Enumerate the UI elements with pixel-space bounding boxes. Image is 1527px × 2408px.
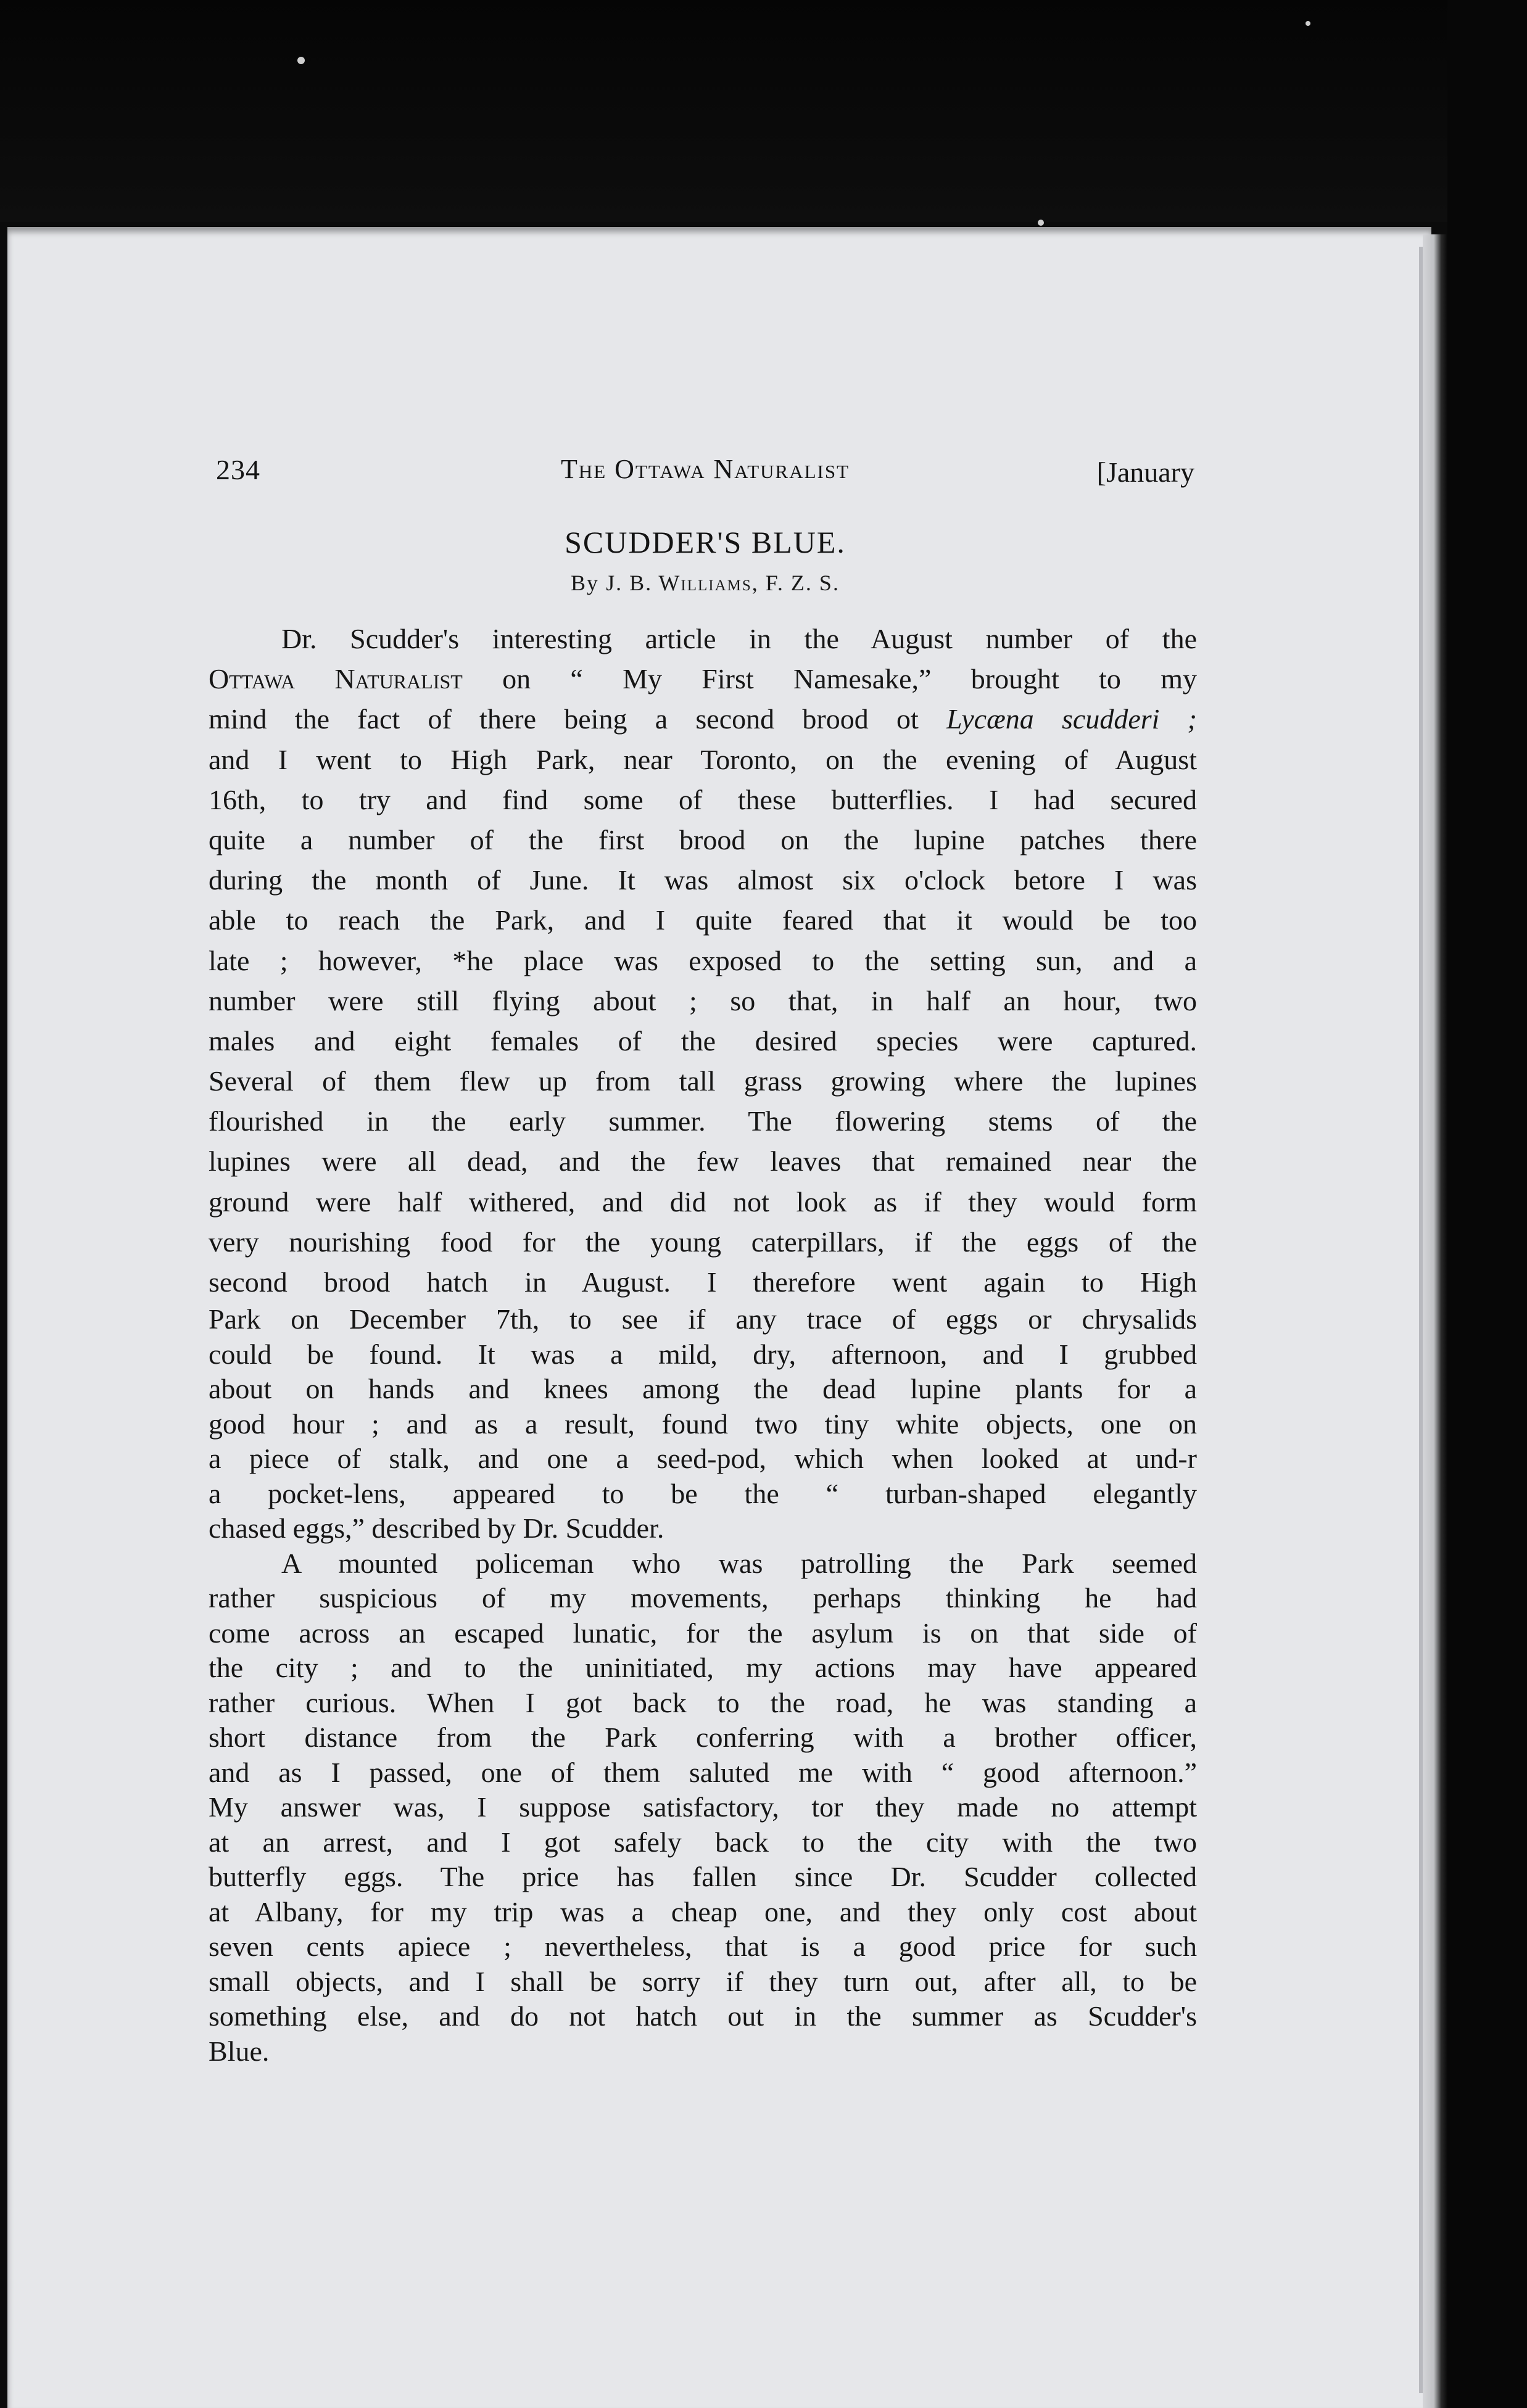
text-segment: able to reach the Park, and I quite feared that it would be too (209, 904, 1197, 936)
text-line: seven cents apiece ; nevertheless, that is a good price for such (209, 1931, 1197, 1963)
text-segment: quite a number of the first brood on the lupine patches there (209, 823, 1197, 856)
text-segment: a pocket-lens, appeared to be the “ turban-shaped elegantly (209, 1477, 1197, 1509)
text-line: at an arrest, and I got safely back to the city with the two (209, 1826, 1197, 1858)
text-segment: second brood hatch in August. I therefore went again to High (209, 1266, 1197, 1298)
text-line (209, 619, 1197, 659)
journal-name: Ottawa Naturalist (209, 663, 463, 695)
text-line (209, 820, 1197, 860)
text-line: and as I passed, one of them saluted me with “ good afternoon.” (209, 1756, 1197, 1788)
text-line (209, 1141, 1197, 1181)
running-header (216, 453, 1194, 497)
text-line: rather suspicious of my movements, perhaps thinking he had (209, 1582, 1197, 1614)
page-edge (1423, 234, 1447, 2408)
text-line: small objects, and I shall be sorry if they turn out, after all, to be (209, 1965, 1197, 1997)
text-line (209, 1511, 1197, 1546)
text-segment: could be found. It was a mild, dry, afternoon, and I grubbed (209, 1338, 1197, 1370)
dark-scanner-margin (0, 0, 1527, 222)
text-segment: Park on December 7th, to see if any trace of eggs or chrysalids (209, 1303, 1197, 1335)
dark-scanner-margin-right (1447, 0, 1527, 2408)
text-line (209, 1222, 1197, 1262)
text-line (209, 1262, 1197, 1302)
byline-prefix: By (571, 571, 600, 595)
text-segment: good hour ; and as a result, found two tiny white objects, one on (209, 1408, 1197, 1440)
text-segment: on “ My First Namesake,” brought to my (462, 663, 1198, 695)
dust-speck (1306, 21, 1310, 26)
byline (216, 570, 1194, 596)
text-segment: about on hands and knees among the dead lupine plants for a (209, 1373, 1197, 1405)
text-line (209, 941, 1197, 981)
text-line: come across an escaped lunatic, for the asylum is on that side of (209, 1617, 1197, 1649)
text-segment: Several of them flew up from tall grass growing where the lupines (209, 1065, 1197, 1097)
text-line: My answer was, I suppose satisfactory, tor they made no attempt (209, 1791, 1197, 1823)
text-line (209, 659, 1197, 699)
text-line: A mounted policeman who was patrolling the Park seemed (281, 1547, 1197, 1579)
text-segment: very nourishing food for the young caterpillars, if the eggs of the (209, 1226, 1197, 1258)
text-segment: Dr. Scudder's interesting article in the August number of the (281, 623, 1197, 654)
dust-speck (297, 57, 305, 64)
text-line (209, 1182, 1197, 1222)
running-title: The Ottawa Naturalist (560, 454, 850, 484)
text-line (209, 699, 1197, 739)
text-segment: number were still flying about ; so that, in half an hour, two (209, 984, 1197, 1016)
text-segment: males and eight females of the desired species were captured. (209, 1025, 1197, 1057)
text-segment: flourished in the early summer. The flowering stems of the (209, 1105, 1197, 1137)
text-line (209, 1302, 1197, 1337)
text-line: at Albany, for my trip was a cheap one, and they only cost about (209, 1895, 1197, 1928)
text-segment: lupines were all dead, and the few leaves that remained near the (209, 1145, 1197, 1177)
byline-author: J. B. Williams, F. Z. S. (606, 571, 840, 595)
text-line: rather curious. When I got back to the road, he was standing a (209, 1686, 1197, 1718)
text-line (209, 1061, 1197, 1101)
text-line: Blue. (209, 2035, 270, 2067)
text-segment: late ; however, *he place was exposed to the setting sun, and a (209, 944, 1197, 976)
page-number: 234 (216, 454, 260, 485)
text-line (209, 981, 1197, 1021)
text-line (209, 780, 1197, 820)
issue-month: [January (1096, 456, 1194, 488)
text-segment: mind the fact of there being a second brood ot (209, 703, 947, 735)
paragraph-1 (209, 619, 1197, 1546)
article-title: SCUDDER'S BLUE. (565, 525, 846, 559)
text-line (209, 1407, 1197, 1442)
paragraph-2 (209, 1546, 1197, 2069)
text-line: the city ; and to the uninitiated, my actions may have appeared (209, 1652, 1197, 1684)
text-segment: and I went to High Park, near Toronto, on the evening of August (209, 743, 1197, 775)
text-line (209, 900, 1197, 940)
text-segment: ground were half withered, and did not look as if they would form (209, 1185, 1197, 1218)
text-line (209, 1372, 1197, 1407)
species-name: Lycæna scudderi ; (946, 703, 1198, 735)
text-line (209, 1021, 1197, 1061)
text-line: something else, and do not hatch out in the summer as Scudder's (209, 2000, 1197, 2032)
text-segment: chased eggs,” described by Dr. Scudder. (209, 1512, 664, 1544)
text-line (209, 1441, 1197, 1477)
article-body (209, 619, 1197, 2069)
text-line: short distance from the Park conferring with a brother officer, (209, 1721, 1197, 1754)
text-line: butterfly eggs. The price has fallen since Dr. Scudder collected (209, 1861, 1197, 1893)
text-line (209, 740, 1197, 780)
text-segment: during the month of June. It was almost six o'clock betore I was (209, 864, 1197, 896)
text-segment: 16th, to try and find some of these butterflies. I had secured (209, 783, 1197, 815)
text-line (209, 1101, 1197, 1141)
text-line (209, 1477, 1197, 1512)
text-segment: a piece of stalk, and one a seed-pod, which when looked at und-r (209, 1443, 1197, 1475)
text-line (209, 860, 1197, 900)
text-line (209, 1337, 1197, 1372)
dust-speck (1038, 220, 1044, 226)
